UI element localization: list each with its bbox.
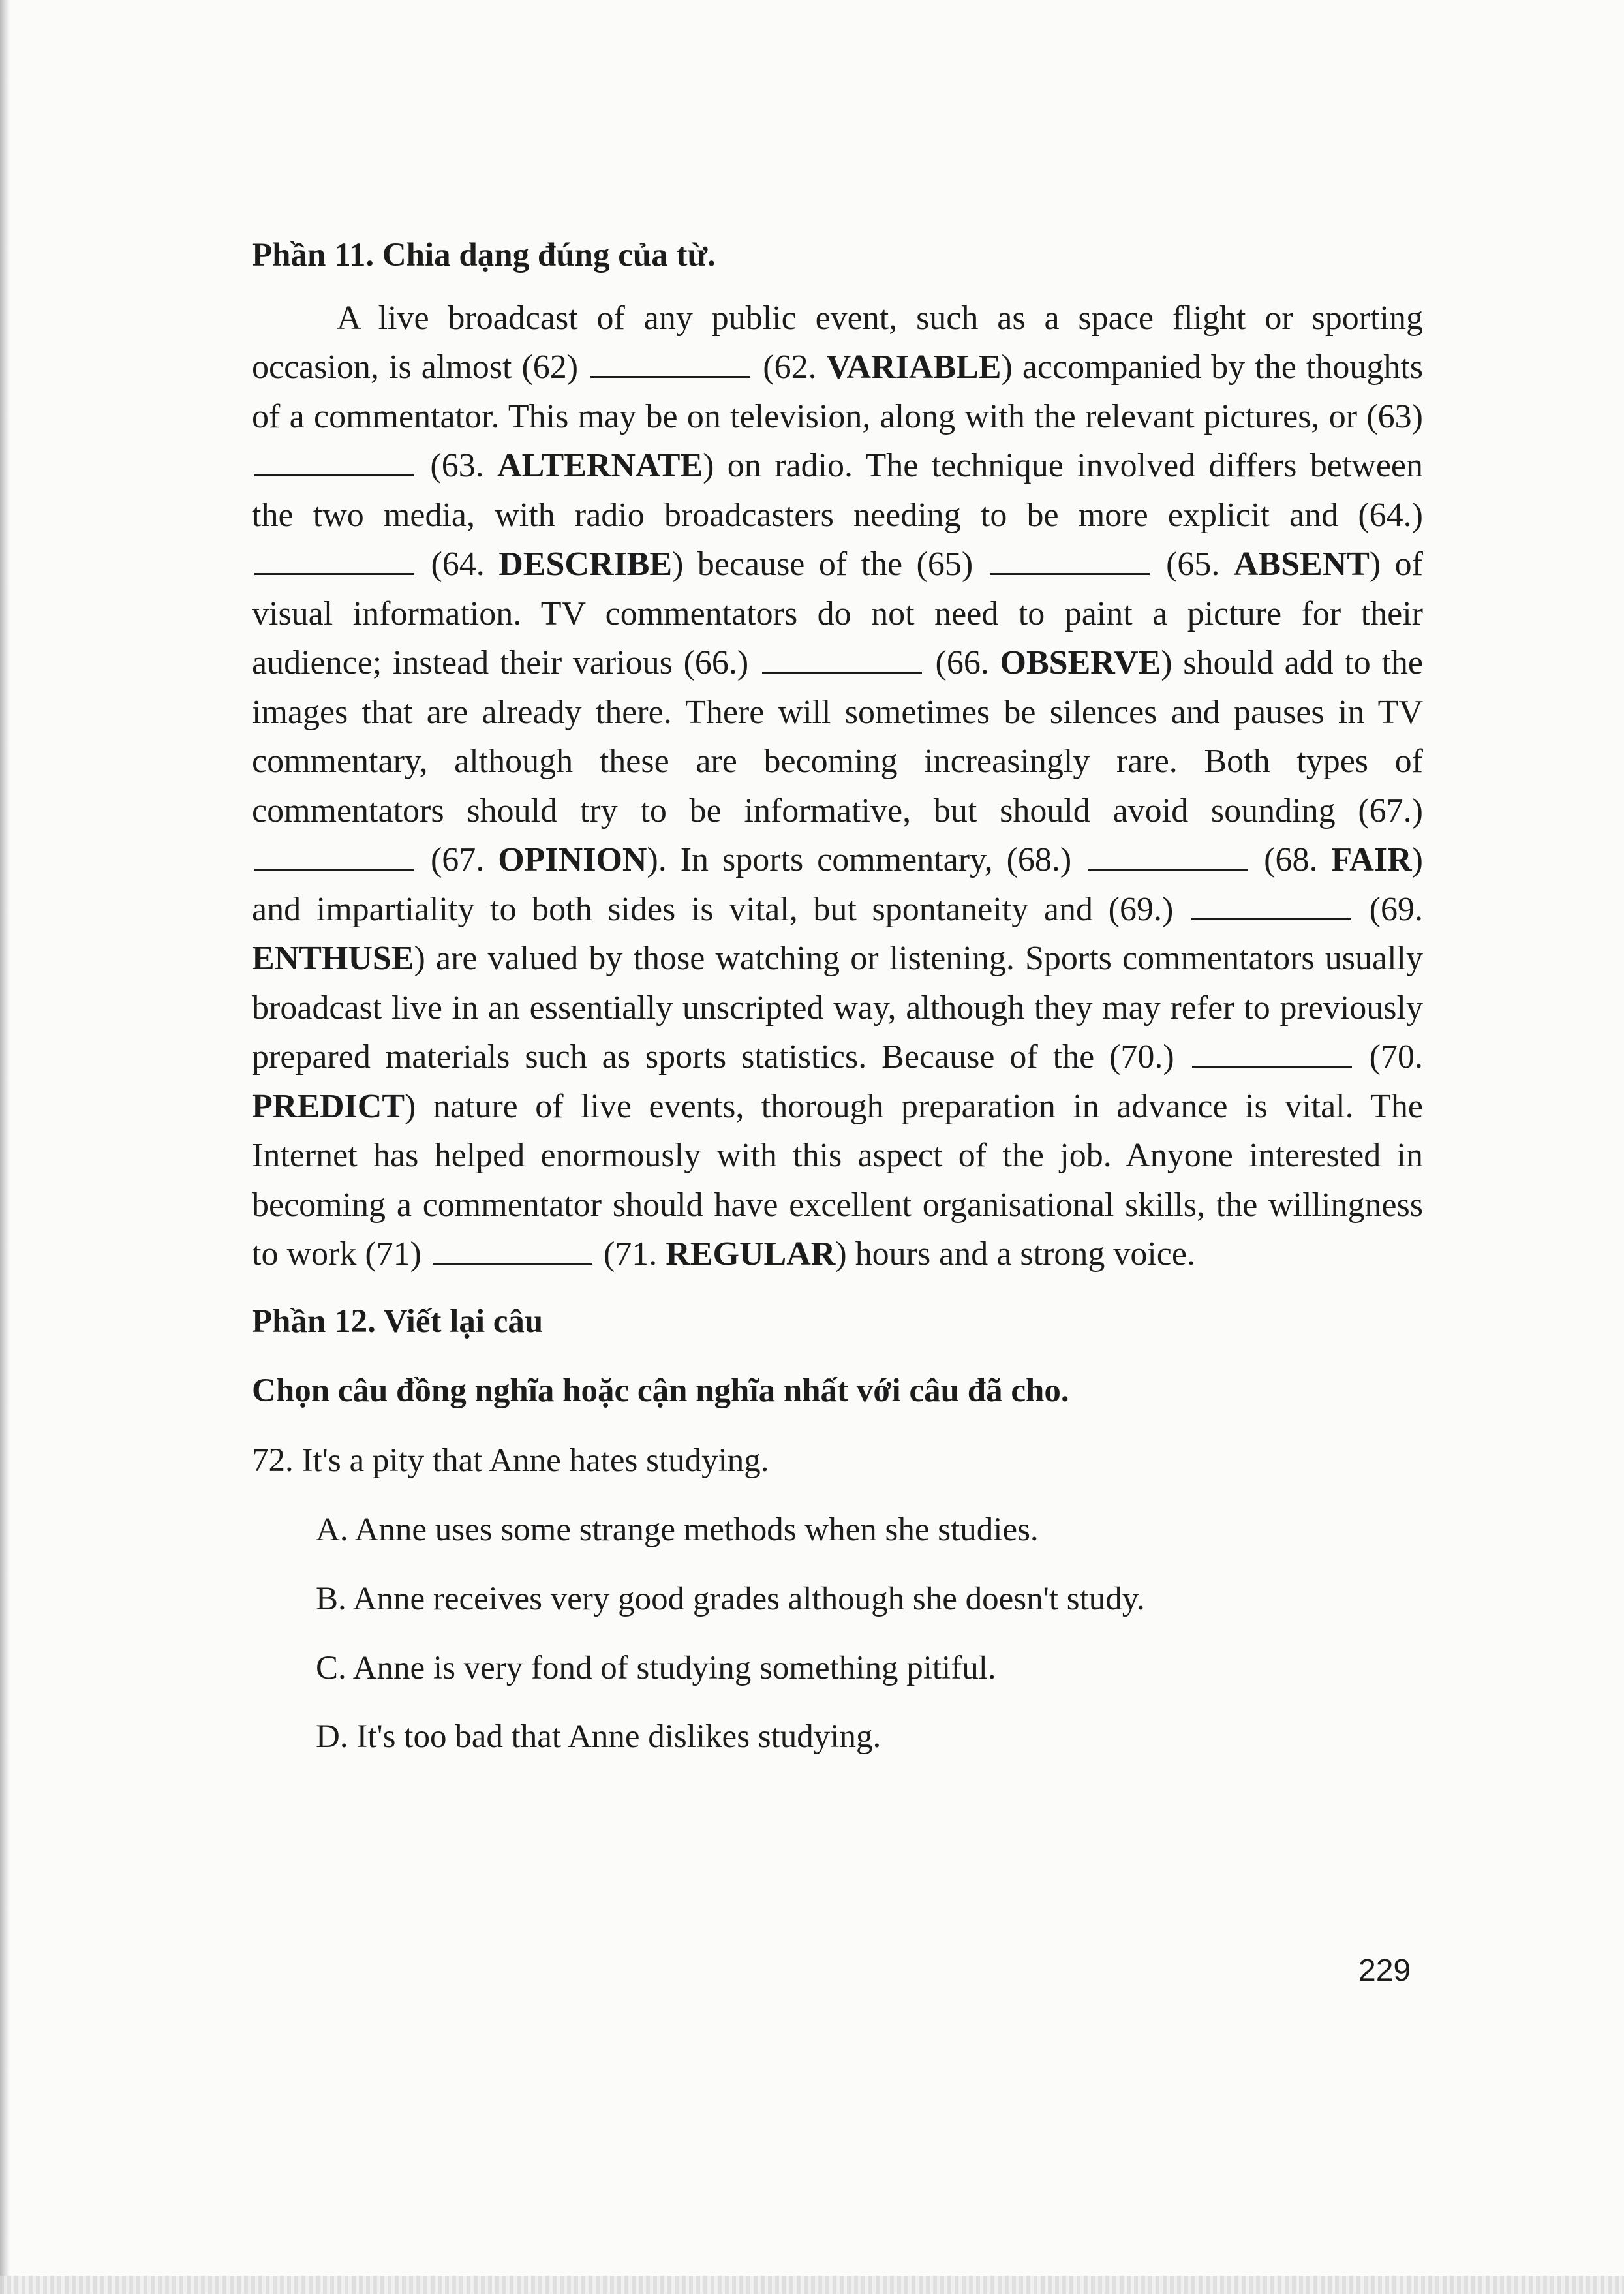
question-72: 72. It's a pity that Anne hates studying.: [252, 1442, 769, 1480]
target-word: ALTERNATE: [497, 447, 703, 485]
target-word: OPINION: [498, 841, 647, 879]
passage-text: ) and impartiality to both sides is vital, but spontaneity and (69.): [252, 841, 1423, 928]
answer-blank[interactable]: [590, 345, 750, 378]
passage-text: (66.: [924, 644, 1000, 682]
passage-text: ) hours and a strong voice.: [835, 1235, 1195, 1273]
scan-left-edge: [0, 0, 10, 2294]
answer-blank[interactable]: [1191, 888, 1351, 920]
passage-text: (70.: [1354, 1038, 1423, 1076]
target-word: DESCRIBE: [498, 546, 673, 583]
passage-text: A live broadcast of any public event, such as a space flight or sporting occasion, is almost (62): [252, 299, 1423, 386]
passage-text: ) accompanied by the thoughts of a commentator. This may be on television, along with the relevant pictures, or (63): [252, 349, 1423, 435]
answer-blank[interactable]: [1192, 1035, 1352, 1068]
section-11-heading: Phần 11. Chia dạng đúng của từ.: [252, 237, 716, 273]
section-12-instruction: Chọn câu đồng nghĩa hoặc cận nghĩa nhất với câu đã cho.: [252, 1372, 1069, 1409]
answer-blank[interactable]: [990, 542, 1150, 575]
passage-text: (62.: [753, 349, 827, 386]
section-12-heading: Phần 12. Viết lại câu: [252, 1303, 544, 1340]
answer-blank[interactable]: [254, 444, 414, 476]
option-c[interactable]: C. Anne is very fond of studying something pitiful.: [316, 1649, 996, 1686]
answer-blank[interactable]: [433, 1232, 592, 1265]
passage-text: ) should add to the images that are already there. There will sometimes be silences and pauses in TV commentary, although these are becoming increasingly rare. Both types of commentators should try to be informative, but should avoid sounding (67.): [252, 644, 1423, 829]
passage-text: (67.: [417, 841, 498, 879]
target-word: ABSENT: [1233, 546, 1370, 583]
passage-text: ) nature of live events, thorough preparation in advance is vital. The Internet has helped enormously with this aspect of the job. Anyone interested in becoming a commentator should have excellent organisational skills, the willingness to work (71): [252, 1087, 1423, 1273]
target-word: PREDICT: [252, 1087, 405, 1125]
option-b[interactable]: B. Anne receives very good grades although she doesn't study.: [316, 1580, 1145, 1617]
target-word: ENTHUSE: [252, 940, 414, 978]
passage-text: (71.: [594, 1235, 666, 1273]
passage-text: ). In sports commentary, (68.): [647, 841, 1086, 879]
scan-bottom-edge: [0, 2276, 1624, 2294]
option-d[interactable]: D. It's too bad that Anne dislikes studying.: [316, 1718, 881, 1756]
passage-text: (63.: [417, 447, 498, 485]
passage-text: ) are valued by those watching or listening. Sports commentators usually broadcast live in an essentially unscripted way, although they may refer to previously prepared materials such as sports statistics. Because of the (70.): [252, 940, 1423, 1076]
section-11-passage: [252, 294, 1423, 1279]
passage-text: (69.: [1354, 890, 1423, 928]
target-word: OBSERVE: [1000, 644, 1161, 682]
answer-blank[interactable]: [254, 838, 414, 871]
passage-text: (65.: [1152, 546, 1234, 583]
answer-blank[interactable]: [1088, 838, 1248, 871]
passage-text: (64.: [417, 546, 499, 583]
target-word: REGULAR: [666, 1235, 836, 1273]
passage-text: (68.: [1250, 841, 1332, 879]
target-word: VARIABLE: [826, 349, 1002, 386]
answer-options: [252, 1510, 1423, 1758]
section-12: [252, 1301, 1423, 1758]
option-a[interactable]: A. Anne uses some strange methods when she studies.: [316, 1511, 1039, 1548]
answer-blank[interactable]: [762, 641, 922, 674]
answer-blank[interactable]: [254, 542, 414, 575]
page-number: 229: [1358, 1953, 1411, 1988]
page-content: [252, 235, 1423, 1758]
passage-text: ) because of the (65): [672, 546, 987, 583]
target-word: FAIR: [1331, 841, 1412, 879]
passage-text: ) of visual information. TV commentators do not need to paint a picture for their audience; instead their various (66.): [252, 546, 1423, 682]
passage-text: ) on radio. The technique involved differs between the two media, with radio broadcasters needing to be more explicit and (64.): [252, 447, 1423, 534]
